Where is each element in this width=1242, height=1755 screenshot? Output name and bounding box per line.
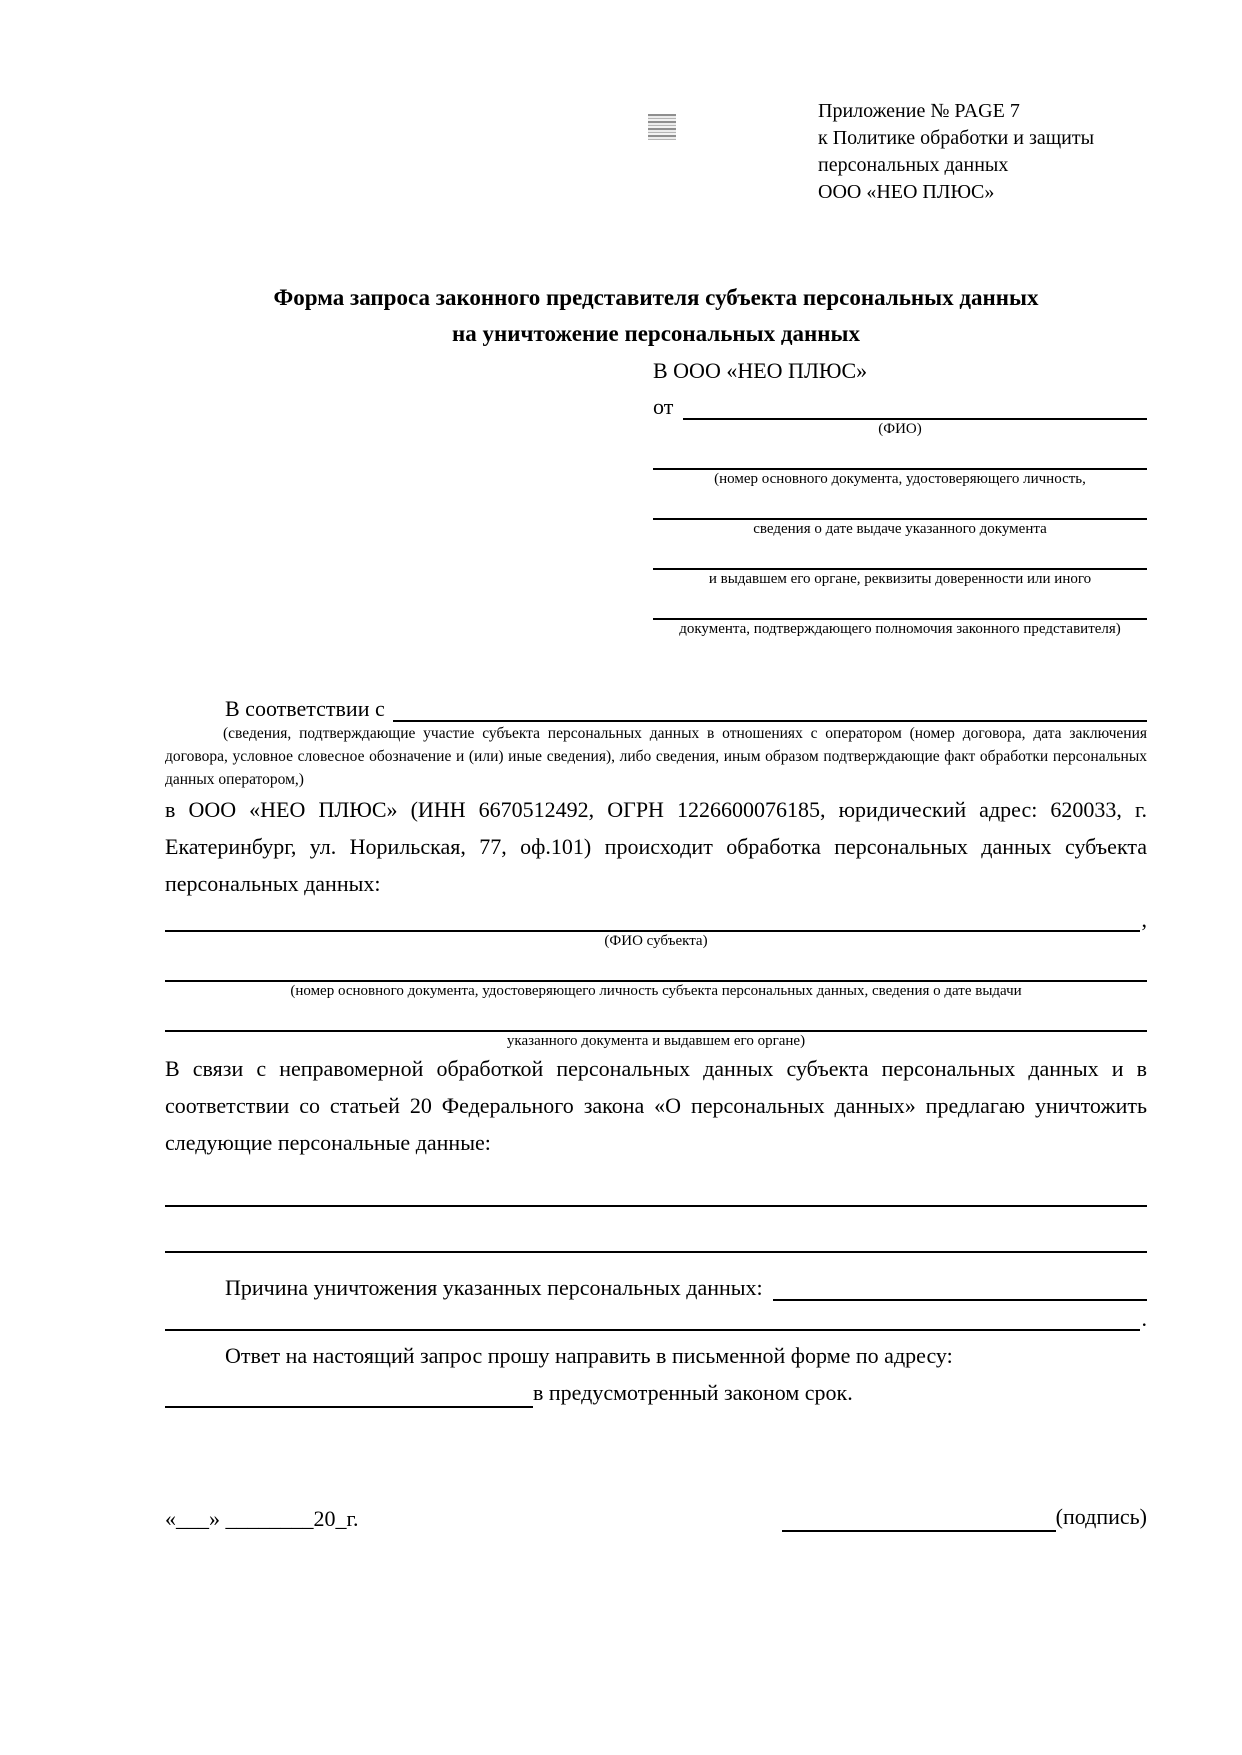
fio-caption: (ФИО) (878, 421, 922, 437)
reply-address-blank-line (165, 1376, 533, 1408)
signature-blank-line (782, 1500, 1056, 1532)
doc-blank-line (653, 588, 1147, 620)
destroy-data-blank-line (165, 1207, 1147, 1253)
subject-fio-caption: (ФИО субъекта) (604, 933, 708, 949)
according-label: В соответствии с (225, 696, 385, 721)
appendix-line: к Политике обработки и защиты (818, 127, 1095, 149)
doc-blank-line (653, 438, 1147, 470)
reason-blank-line (773, 1269, 1147, 1301)
page-field-marker-icon (648, 114, 676, 140)
doc-caption: сведения о дате выдаче указанного документа (753, 521, 1047, 537)
appendix-block (818, 98, 1094, 206)
appendix-line: персональных данных (818, 154, 1009, 176)
operator-paragraph: в ООО «НЕО ПЛЮС» (ИНН 6670512492, ОГРН 1226600076185, юридический адрес: 620033, г. Екатеринбург, ул. Норильская, 77, оф.101) происходит обработка персональных данных субъекта персональных данных: (165, 797, 1147, 896)
document-title-line1: Форма запроса законного представителя субъекта персональных данных (273, 285, 1039, 310)
subject-doc-blank-line (165, 950, 1147, 982)
signature-footer (165, 1500, 1147, 1532)
addressee-block (653, 356, 1147, 638)
addressee-from-row (653, 386, 1147, 420)
appendix-line: ООО «НЕО ПЛЮС» (818, 181, 995, 203)
according-note: (сведения, подтверждающие участие субъекта персональных данных в отношениях с оператором (номер договора, дата заключения договора, условное словесное обозначение и (или) иные сведения), либо сведения, иным образом подтверждающие факт обработки персональных данных оператором,) (165, 725, 1147, 788)
doc-blank-line (653, 488, 1147, 520)
reply-suffix: в предусмотренный законом срок. (533, 1380, 853, 1405)
reply-address-row (165, 1374, 1147, 1408)
signature-area (782, 1500, 1147, 1532)
subject-doc-caption1: (номер основного документа, удостоверяющего личность субъекта персональных данных, сведения о дате выдачи (290, 983, 1022, 999)
document-title (165, 280, 1147, 352)
subject-doc-blank-line (165, 1000, 1147, 1032)
request-paragraph: В связи с неправомерной обработкой персональных данных субъекта персональных данных и в соответствии со статьей 20 Федерального закона «О персональных данных» предлагаю уничтожить следующие персональные данные: (165, 1056, 1147, 1155)
signature-caption: (подпись) (1055, 1504, 1147, 1529)
doc-caption: и выдавшем его органе, реквизиты доверенности или иного (708, 571, 1092, 587)
reason-continuation-row (165, 1301, 1147, 1331)
reason-blank-line2 (165, 1301, 1140, 1331)
trailing-comma: , (1141, 907, 1147, 932)
destroy-data-blank-line (165, 1161, 1147, 1207)
subject-fio-blank-line (165, 902, 1140, 932)
reason-row (165, 1265, 1147, 1301)
doc-blank-line (653, 538, 1147, 570)
addressee-to: В ООО «НЕО ПЛЮС» (653, 358, 868, 383)
reason-label: Причина уничтожения указанных персональных данных: (225, 1275, 763, 1300)
according-row (165, 688, 1147, 722)
from-blank-line (683, 388, 1147, 420)
from-label: от (653, 394, 674, 419)
document-title-line2: на уничтожение персональных данных (452, 321, 860, 346)
doc-caption: (номер основного документа, удостоверяющего личность, (714, 471, 1086, 487)
date-line: «___» ________20_г. (165, 1506, 359, 1531)
page-header (165, 98, 1147, 214)
reply-intro: Ответ на настоящий запрос прошу направить в письменной форме по адресу: (225, 1343, 953, 1368)
trailing-period: . (1141, 1306, 1147, 1331)
appendix-line: Приложение № PAGE 7 (818, 100, 1020, 122)
subject-fio-row (165, 902, 1147, 932)
according-blank-line (393, 690, 1147, 722)
doc-caption: документа, подтверждающего полномочия законного представителя) (679, 621, 1121, 637)
subject-doc-caption2: указанного документа и выдавшем его органе) (506, 1033, 806, 1049)
